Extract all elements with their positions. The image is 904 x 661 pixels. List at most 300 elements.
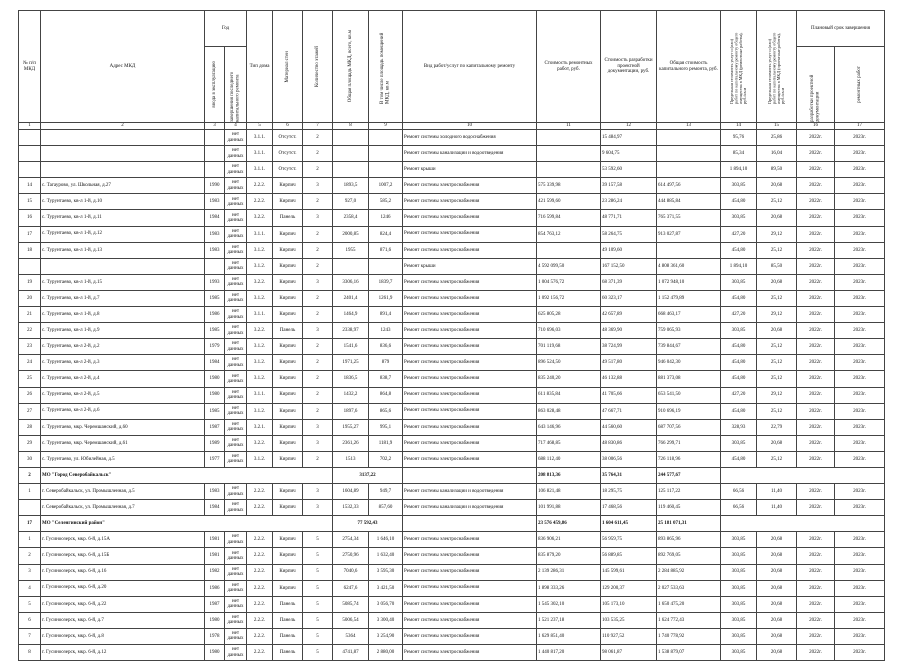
row-area-total <box>333 258 369 274</box>
row-deadline-repair: 2023г. <box>835 194 885 210</box>
row-limit-design: 89,50 <box>757 162 797 178</box>
row-deadline-design: 2022г. <box>797 146 835 162</box>
row-cost-design: 15 484,97 <box>601 130 657 146</box>
row-cost-design: 23 286,24 <box>601 194 657 210</box>
row-address: г. Гусиноозерск, мкр. 6-й, д.15А <box>41 532 205 548</box>
row-address: г. Северобайкальск, ул. Промышленная, д.7 <box>41 500 205 516</box>
row-area-total: 1836,5 <box>333 371 369 387</box>
header-deadline-group: Плановый срок завершения <box>797 11 885 47</box>
row-cost-design: 103 535,25 <box>601 612 657 628</box>
row-limit-design: 20,68 <box>757 596 797 612</box>
column-number: 2 <box>41 123 205 130</box>
row-cost-total: 892 769,05 <box>657 548 721 564</box>
row-area-total: 3306,16 <box>333 274 369 290</box>
row-area-total: 927,0 <box>333 194 369 210</box>
table-row <box>19 194 885 210</box>
header-cost-total: Общая стоимость капитального ремонта, руб. <box>657 11 721 123</box>
row-deadline-repair: 2023г. <box>835 146 885 162</box>
row-deadline-design: 2022г. <box>797 628 835 644</box>
column-number: 3 <box>205 123 225 130</box>
row-area-total: 1532,33 <box>333 500 369 516</box>
row-work-type: Ремонт системы электроснабжения <box>403 548 537 564</box>
row-limit-repair: 95,76 <box>721 130 757 146</box>
row-limit-repair: 454,80 <box>721 339 757 355</box>
row-year-last-repair: нет данных <box>225 484 247 500</box>
header-year-last-repair: завершения последнего капитального ремонта <box>225 47 247 123</box>
row-wall-material: Отсутст. <box>273 162 303 178</box>
row-area-total: 2338,97 <box>333 323 369 339</box>
row-deadline-repair: 2023г. <box>835 274 885 290</box>
row-cost-total: 653 541,50 <box>657 387 721 403</box>
row-deadline-repair: 2023г. <box>835 645 885 661</box>
row-number: 18 <box>19 242 41 258</box>
row-area-premises: 3 300,40 <box>369 612 403 628</box>
row-limit-design: 20,68 <box>757 548 797 564</box>
row-cost-repair: 1 545 302,10 <box>537 596 601 612</box>
row-house-type: 2.2.2. <box>247 596 273 612</box>
row-area-total <box>333 162 369 178</box>
row-area-premises: 1839,7 <box>369 274 403 290</box>
row-house-type: 3.1.2. <box>247 371 273 387</box>
row-area-total: 4741,87 <box>333 645 369 661</box>
table-row <box>19 290 885 306</box>
row-cost-repair: 1 004 576,72 <box>537 274 601 290</box>
row-cost-design: 48 369,90 <box>601 323 657 339</box>
row-cost-repair: 688 112,40 <box>537 451 601 467</box>
table-row <box>19 210 885 226</box>
row-limit-design: 20,68 <box>757 210 797 226</box>
row-cost-repair: 896 524,50 <box>537 355 601 371</box>
row-limit-repair: 303,85 <box>721 580 757 596</box>
row-year-commission <box>205 146 225 162</box>
row-cost-repair: 1 521 237,18 <box>537 612 601 628</box>
row-year-commission: 1980 <box>205 645 225 661</box>
row-floors: 2 <box>303 451 333 467</box>
row-work-type: Ремонт системы электроснабжения <box>403 194 537 210</box>
subtotal-blank <box>721 516 885 532</box>
row-deadline-repair: 2023г. <box>835 290 885 306</box>
row-wall-material: Кирпич <box>273 194 303 210</box>
row-cost-repair: 835 879,20 <box>537 548 601 564</box>
row-address <box>41 130 205 146</box>
row-area-premises: 891,4 <box>369 307 403 323</box>
subtotal-number: 17 <box>19 516 41 532</box>
column-number: 11 <box>537 123 601 130</box>
row-address: с. Турунтаево, кв-л 1-й, д.12 <box>41 226 205 242</box>
row-floors: 3 <box>303 274 333 290</box>
row-year-last-repair: нет данных <box>225 532 247 548</box>
row-area-premises: 871,6 <box>369 242 403 258</box>
header-deadline-design: разработки проектной документации <box>797 47 835 123</box>
row-house-type: 2.2.2. <box>247 612 273 628</box>
subtotal-cost-total: 25 181 071,31 <box>657 516 721 532</box>
row-year-last-repair: нет данных <box>225 451 247 467</box>
subtotal-row <box>19 516 885 532</box>
header-house-type: Тип дома <box>247 11 273 123</box>
row-cost-repair: 835 240,20 <box>537 371 601 387</box>
row-area-total: 1897,6 <box>333 403 369 419</box>
row-cost-repair: 717 468,85 <box>537 435 601 451</box>
row-cost-design: 44 560,60 <box>601 419 657 435</box>
row-limit-repair: 1 894,10 <box>721 162 757 178</box>
row-cost-total: 766 299,71 <box>657 435 721 451</box>
row-year-commission: 1984 <box>205 355 225 371</box>
row-address: г. Гусиноозерск, мкр. 6-й, д.12 <box>41 645 205 661</box>
row-cost-total: 614 497,56 <box>657 178 721 194</box>
row-work-type: Ремонт системы электроснабжения <box>403 226 537 242</box>
row-year-last-repair: нет данных <box>225 564 247 580</box>
row-deadline-design: 2022г. <box>797 612 835 628</box>
row-year-last-repair: нет данных <box>225 242 247 258</box>
row-cost-design: 58 264,75 <box>601 226 657 242</box>
row-number: 19 <box>19 274 41 290</box>
row-house-type: 2.2.2. <box>247 194 273 210</box>
row-limit-design: 20,68 <box>757 580 797 596</box>
row-house-type: 2.2.2. <box>247 500 273 516</box>
row-cost-repair: 1 440 817,20 <box>537 645 601 661</box>
header-limit-design: Предельная стоимость услуг и (или) работ по капитальному ремонту общего имущества в МКД (проектные работы), руб./кв.м <box>757 11 797 123</box>
row-limit-design: 11,40 <box>757 500 797 516</box>
row-number: 20 <box>19 290 41 306</box>
row-floors: 3 <box>303 435 333 451</box>
row-cost-total: 1 740 778,92 <box>657 628 721 644</box>
row-wall-material: Кирпич <box>273 274 303 290</box>
subtotal-cost-total: 244 577,67 <box>657 467 721 483</box>
row-cost-repair: 716 599,84 <box>537 210 601 226</box>
row-work-type: Ремонт системы электроснабжения <box>403 323 537 339</box>
subtotal-name: МО "Город Северобайкальск" <box>41 467 333 483</box>
row-number: 22 <box>19 323 41 339</box>
row-year-last-repair: нет данных <box>225 307 247 323</box>
row-year-commission: 1980 <box>205 371 225 387</box>
row-floors: 5 <box>303 628 333 644</box>
row-area-premises: 1246 <box>369 210 403 226</box>
row-cost-design: 41 705,66 <box>601 387 657 403</box>
row-area-total: 1955,27 <box>333 419 369 435</box>
row-area-premises: 838,7 <box>369 371 403 387</box>
column-number: 10 <box>403 123 537 130</box>
row-year-commission: 1984 <box>205 500 225 516</box>
row-area-total: 6247,6 <box>333 580 369 596</box>
row-number: 1 <box>19 484 41 500</box>
row-cost-total: 2 027 533,63 <box>657 580 721 596</box>
row-year-commission: 1983 <box>205 242 225 258</box>
row-area-total: 5006,54 <box>333 612 369 628</box>
row-limit-design: 20,68 <box>757 628 797 644</box>
row-house-type: 3.2.1. <box>247 419 273 435</box>
header-n: № п/п МКД <box>19 11 41 123</box>
row-year-last-repair: нет данных <box>225 339 247 355</box>
row-deadline-repair: 2023г. <box>835 339 885 355</box>
row-floors: 3 <box>303 178 333 194</box>
row-floors: 2 <box>303 226 333 242</box>
row-cost-total: 1 650 475,20 <box>657 596 721 612</box>
row-address: г. Гусиноозерск, мкр. 6-й, д.8 <box>41 628 205 644</box>
row-wall-material: Кирпич <box>273 532 303 548</box>
row-deadline-design: 2022г. <box>797 548 835 564</box>
table-row <box>19 484 885 500</box>
row-deadline-repair: 2023г. <box>835 210 885 226</box>
row-work-type: Ремонт системы электроснабжения <box>403 580 537 596</box>
row-limit-repair: 303,85 <box>721 612 757 628</box>
table-row <box>19 387 885 403</box>
table-row <box>19 532 885 548</box>
row-limit-design: 20,68 <box>757 178 797 194</box>
row-deadline-design: 2022г. <box>797 290 835 306</box>
row-work-type: Ремонт системы электроснабжения <box>403 645 537 661</box>
row-year-commission: 1985 <box>205 323 225 339</box>
row-cost-total: 913 027,87 <box>657 226 721 242</box>
subtotal-row <box>19 467 885 483</box>
row-area-total: 1971,25 <box>333 355 369 371</box>
row-cost-total: 726 118,96 <box>657 451 721 467</box>
row-limit-design: 25,12 <box>757 403 797 419</box>
row-house-type: 3.1.2. <box>247 339 273 355</box>
row-cost-repair: 4 592 099,50 <box>537 258 601 274</box>
row-year-last-repair: нет данных <box>225 548 247 564</box>
row-number: 3 <box>19 564 41 580</box>
row-year-commission: 1983 <box>205 194 225 210</box>
table-row <box>19 548 885 564</box>
row-limit-repair: 303,85 <box>721 645 757 661</box>
row-work-type: Ремонт системы электроснабжения <box>403 435 537 451</box>
row-year-last-repair: нет данных <box>225 226 247 242</box>
row-cost-repair: 1 629 851,40 <box>537 628 601 644</box>
row-floors: 2 <box>303 387 333 403</box>
row-year-last-repair: нет данных <box>225 274 247 290</box>
subtotal-cost-repair: 208 813,36 <box>537 467 601 483</box>
table-row <box>19 242 885 258</box>
row-wall-material: Кирпич <box>273 484 303 500</box>
table-row <box>19 564 885 580</box>
subtotal-area: 3137,22 <box>333 467 403 483</box>
row-area-premises: 949,7 <box>369 484 403 500</box>
table-row <box>19 146 885 162</box>
row-limit-design: 85,50 <box>757 258 797 274</box>
row-year-commission: 1982 <box>205 564 225 580</box>
row-area-premises: 2 880,00 <box>369 645 403 661</box>
row-year-last-repair: нет данных <box>225 323 247 339</box>
row-year-commission: 1978 <box>205 628 225 644</box>
row-cost-design: 56 889,85 <box>601 548 657 564</box>
column-number: 9 <box>369 123 403 130</box>
row-deadline-repair: 2023г. <box>835 307 885 323</box>
row-limit-design: 20,68 <box>757 274 797 290</box>
row-house-type: 3.1.1. <box>247 307 273 323</box>
table-row <box>19 403 885 419</box>
row-year-commission: 1986 <box>205 307 225 323</box>
row-area-total: 1541,6 <box>333 339 369 355</box>
row-limit-repair: 427,20 <box>721 387 757 403</box>
row-address: с. Турунтаево, кв-л 2-й, д.5 <box>41 387 205 403</box>
row-limit-design: 25,12 <box>757 355 797 371</box>
column-number: 15 <box>757 123 797 130</box>
row-number: 21 <box>19 307 41 323</box>
header-wall-material: Материал стен <box>273 11 303 123</box>
row-cost-total <box>657 242 721 258</box>
row-number: 6 <box>19 612 41 628</box>
row-year-commission: 1981 <box>205 548 225 564</box>
row-area-total: 2000,85 <box>333 226 369 242</box>
row-year-last-repair: нет данных <box>225 628 247 644</box>
row-deadline-design: 2022г. <box>797 323 835 339</box>
row-deadline-repair: 2023г. <box>835 130 885 146</box>
row-area-total: 1893,5 <box>333 178 369 194</box>
row-limit-repair: 303,85 <box>721 178 757 194</box>
row-wall-material: Кирпич <box>273 500 303 516</box>
row-year-commission: 1979 <box>205 339 225 355</box>
table-row <box>19 628 885 644</box>
row-floors: 2 <box>303 355 333 371</box>
header-year-commission: ввода в эксплуатацию <box>205 47 225 123</box>
row-work-type: Ремонт системы электроснабжения <box>403 451 537 467</box>
row-floors: 3 <box>303 419 333 435</box>
row-deadline-design: 2022г. <box>797 645 835 661</box>
row-cost-repair: 1 092 156,72 <box>537 290 601 306</box>
row-work-type: Ремонт системы холодного водоснабжения <box>403 130 537 146</box>
row-limit-design: 20,68 <box>757 532 797 548</box>
row-limit-design: 25,12 <box>757 339 797 355</box>
row-house-type: 3.2.2. <box>247 210 273 226</box>
row-limit-repair: 303,85 <box>721 596 757 612</box>
header-year-group: Год <box>205 11 247 47</box>
row-cost-repair: 643 146,96 <box>537 419 601 435</box>
column-number: 16 <box>797 123 835 130</box>
row-wall-material: Кирпич <box>273 580 303 596</box>
row-limit-repair: 303,85 <box>721 210 757 226</box>
row-house-type: 2.2.2. <box>247 645 273 661</box>
row-year-last-repair: нет данных <box>225 419 247 435</box>
row-house-type: 3.1.2. <box>247 355 273 371</box>
row-deadline-design: 2022г. <box>797 484 835 500</box>
row-deadline-repair: 2023г. <box>835 323 885 339</box>
row-cost-repair <box>537 242 601 258</box>
row-area-premises: 702,2 <box>369 451 403 467</box>
table-row <box>19 130 885 146</box>
row-floors: 5 <box>303 580 333 596</box>
row-house-type: 3.1.1. <box>247 130 273 146</box>
row-cost-repair: 625 805,28 <box>537 307 601 323</box>
row-cost-total: 4 808 361,60 <box>657 258 721 274</box>
row-floors: 2 <box>303 258 333 274</box>
row-deadline-repair: 2023г. <box>835 419 885 435</box>
row-deadline-design: 2022г. <box>797 564 835 580</box>
row-work-type: Ремонт системы электроснабжения <box>403 628 537 644</box>
row-deadline-repair: 2023г. <box>835 548 885 564</box>
row-area-total: 5364 <box>333 628 369 644</box>
row-number: 15 <box>19 194 41 210</box>
row-area-premises <box>369 130 403 146</box>
table-row <box>19 435 885 451</box>
row-address: с. Турунтаево, кв-л 2-й, д.3 <box>41 355 205 371</box>
row-cost-repair: 863 028,48 <box>537 403 601 419</box>
row-number: 29 <box>19 435 41 451</box>
subtotal-cost-design: 35 764,31 <box>601 467 657 483</box>
row-cost-total: 125 117,22 <box>657 484 721 500</box>
column-number: 5 <box>247 123 273 130</box>
row-limit-repair: 454,80 <box>721 451 757 467</box>
row-floors: 2 <box>303 146 333 162</box>
row-wall-material: Кирпич <box>273 387 303 403</box>
row-area-total: 2361,26 <box>333 435 369 451</box>
header-cost-design: Стоимость разработки проектной документации, руб. <box>601 11 657 123</box>
row-wall-material: Кирпич <box>273 290 303 306</box>
row-number <box>19 258 41 274</box>
row-area-total <box>333 130 369 146</box>
row-cost-repair <box>537 162 601 178</box>
table-row <box>19 226 885 242</box>
row-house-type: 3.1.2. <box>247 451 273 467</box>
row-work-type: Ремонт системы электроснабжения <box>403 419 537 435</box>
row-cost-design: 49 109,60 <box>601 242 657 258</box>
row-limit-repair: 303,85 <box>721 548 757 564</box>
row-year-commission: 1986 <box>205 580 225 596</box>
table-row <box>19 355 885 371</box>
row-address: г. Гусиноозерск, мкр. 6-й, д.22 <box>41 596 205 612</box>
row-cost-total: 687 707,56 <box>657 419 721 435</box>
table-header <box>19 11 885 130</box>
table-row <box>19 323 885 339</box>
table-row <box>19 645 885 661</box>
column-number: 1 <box>19 123 41 130</box>
row-area-total: 2754,34 <box>333 532 369 548</box>
row-area-total <box>333 146 369 162</box>
row-deadline-repair: 2023г. <box>835 355 885 371</box>
row-deadline-design: 2022г. <box>797 210 835 226</box>
row-cost-design: 48 830,86 <box>601 435 657 451</box>
row-number <box>19 500 41 516</box>
row-work-type: Ремонт системы электроснабжения <box>403 596 537 612</box>
row-wall-material: Панель <box>273 323 303 339</box>
row-year-last-repair: нет данных <box>225 580 247 596</box>
row-limit-repair: 454,80 <box>721 371 757 387</box>
header-floors: Количество этажей <box>303 11 333 123</box>
row-year-last-repair: нет данных <box>225 210 247 226</box>
row-deadline-repair: 2023г. <box>835 178 885 194</box>
row-cost-design: 42 657,89 <box>601 307 657 323</box>
row-address: с. Турунтаево, кв-л 1-й, д.8 <box>41 307 205 323</box>
row-limit-repair: 303,85 <box>721 435 757 451</box>
row-limit-design: 16,04 <box>757 146 797 162</box>
row-house-type: 2.2.2. <box>247 580 273 596</box>
row-cost-repair: 101 991,88 <box>537 500 601 516</box>
row-house-type: 3.1.2. <box>247 258 273 274</box>
row-work-type: Ремонт системы электроснабжения <box>403 307 537 323</box>
row-limit-repair: 454,80 <box>721 403 757 419</box>
subtotal-area: 77 592,43 <box>333 516 403 532</box>
subtotal-cost-repair: 23 576 459,86 <box>537 516 601 532</box>
row-house-type: 3.1.2. <box>247 242 273 258</box>
row-limit-design: 20,68 <box>757 645 797 661</box>
row-floors: 2 <box>303 194 333 210</box>
row-work-type: Ремонт крыши <box>403 162 537 178</box>
row-deadline-repair: 2023г. <box>835 564 885 580</box>
row-address: г. Гусиноозерск, мкр. 6-й, д.15Б <box>41 548 205 564</box>
subtotal-blank <box>721 467 885 483</box>
row-area-premises: 864,8 <box>369 387 403 403</box>
row-deadline-design: 2022г. <box>797 419 835 435</box>
row-house-type: 3.1.2. <box>247 290 273 306</box>
row-area-premises: 1261,9 <box>369 290 403 306</box>
row-cost-design: 9 604,75 <box>601 146 657 162</box>
row-area-premises <box>369 146 403 162</box>
row-area-total: 1955 <box>333 242 369 258</box>
row-wall-material: Отсутст. <box>273 130 303 146</box>
row-work-type: Ремонт системы электроснабжения <box>403 274 537 290</box>
table-body <box>19 130 885 661</box>
table-row <box>19 162 885 178</box>
header-area-premises: В том числе площадь помещений МКД, кв.м <box>369 11 403 123</box>
